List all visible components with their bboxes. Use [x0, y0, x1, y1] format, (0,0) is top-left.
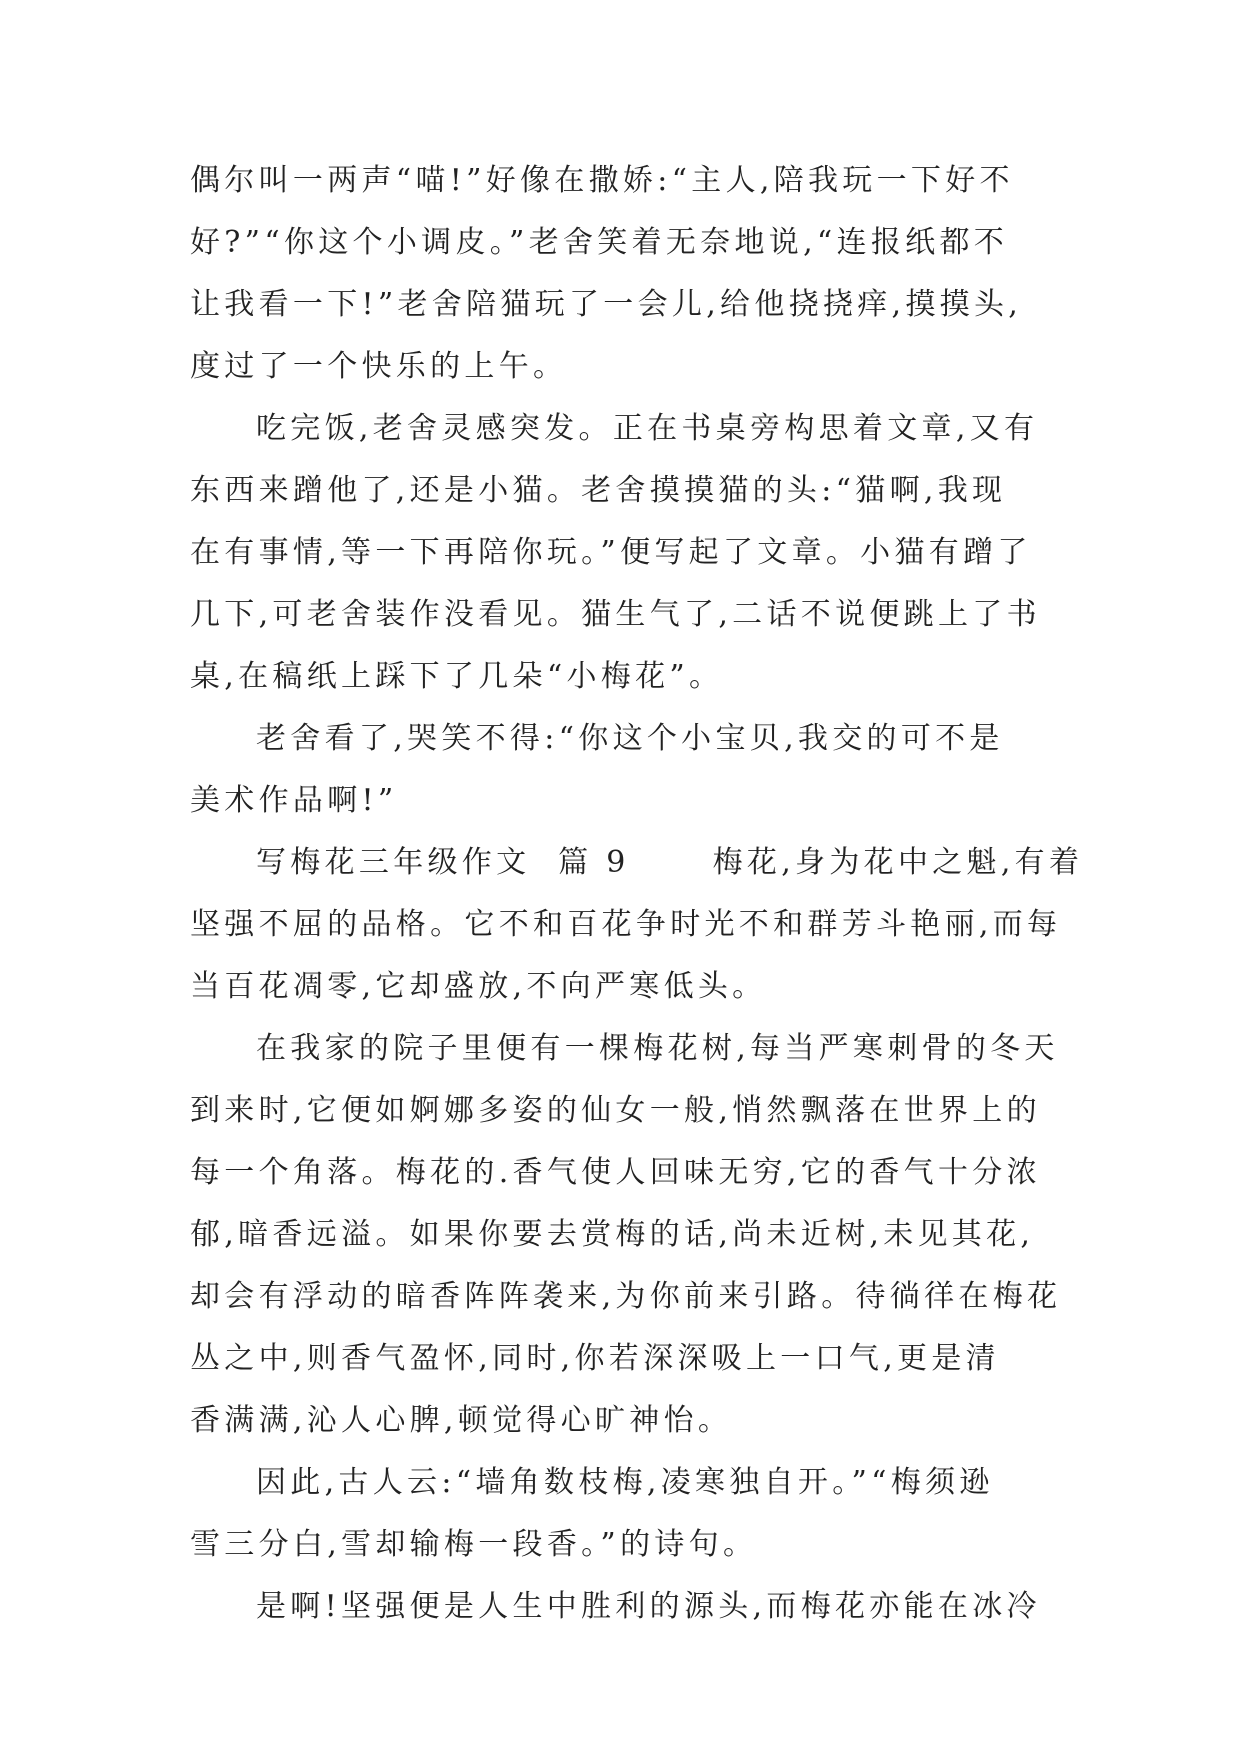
- essay-heading-line: 写梅花三年级作文 篇 9 梅花,身为花中之魁,有着: [256, 845, 1084, 880]
- text-line: 在有事情,等一下再陪你玩。”便写起了文章。小猫有蹭了: [190, 535, 1032, 570]
- text-line: 吃完饭,老舍灵感突发。正在书桌旁构思着文章,又有: [256, 411, 1039, 446]
- text-line: 却会有浮动的暗香阵阵袭来,为你前来引路。待徜徉在梅花: [190, 1279, 1062, 1314]
- text-line: 度过了一个快乐的上午。: [190, 349, 568, 384]
- text-line: 东西来蹭他了,还是小猫。老舍摸摸猫的头:“猫啊,我现: [190, 473, 1007, 508]
- text-line: 每一个角落。梅花的.香气使人回味无穷,它的香气十分浓: [190, 1155, 1041, 1190]
- text-line: 桌,在稿纸上踩下了几朵“小梅花”。: [190, 659, 724, 694]
- text-line: 几下,可老舍装作没看见。猫生气了,二话不说便跳上了书: [190, 597, 1041, 632]
- text-line: 在我家的院子里便有一棵梅花树,每当严寒刺骨的冬天: [256, 1031, 1059, 1066]
- text-line: 坚强不屈的品格。它不和百花争时光不和群芳斗艳丽,而每: [190, 907, 1062, 942]
- text-line: 香满满,沁人心脾,顿觉得心旷神怡。: [190, 1403, 733, 1438]
- text-line: 让我看一下!”老舍陪猫玩了一会儿,给他挠挠痒,摸摸头,: [190, 287, 1023, 322]
- text-line: 到来时,它便如婀娜多姿的仙女一般,悄然飘落在世界上的: [190, 1093, 1041, 1128]
- text-line: 丛之中,则香气盈怀,同时,你若深深吸上一口气,更是清: [190, 1341, 1000, 1376]
- text-line: 雪三分白,雪却输梅一段香。”的诗句。: [190, 1527, 758, 1562]
- text-line: 偶尔叫一两声“喵!”好像在撒娇:“主人,陪我玩一下好不: [190, 163, 1014, 198]
- text-line: 当百花凋零,它却盛放,不向严寒低头。: [190, 969, 767, 1004]
- text-line: 美术作品啊!”: [190, 783, 398, 818]
- text-line: 是啊!坚强便是人生中胜利的源头,而梅花亦能在冰冷: [256, 1589, 1041, 1624]
- text-line: 郁,暗香远溢。如果你要去赏梅的话,尚未近树,未见其花,: [190, 1217, 1035, 1252]
- text-line: 老舍看了,哭笑不得:“你这个小宝贝,我交的可不是: [256, 721, 1004, 756]
- text-line: 好?”“你这个小调皮。”老舍笑着无奈地说,“连报纸都不: [190, 225, 1009, 260]
- text-line: 因此,古人云:“墙角数枝梅,凌寒独自开。”“梅须逊: [256, 1465, 994, 1500]
